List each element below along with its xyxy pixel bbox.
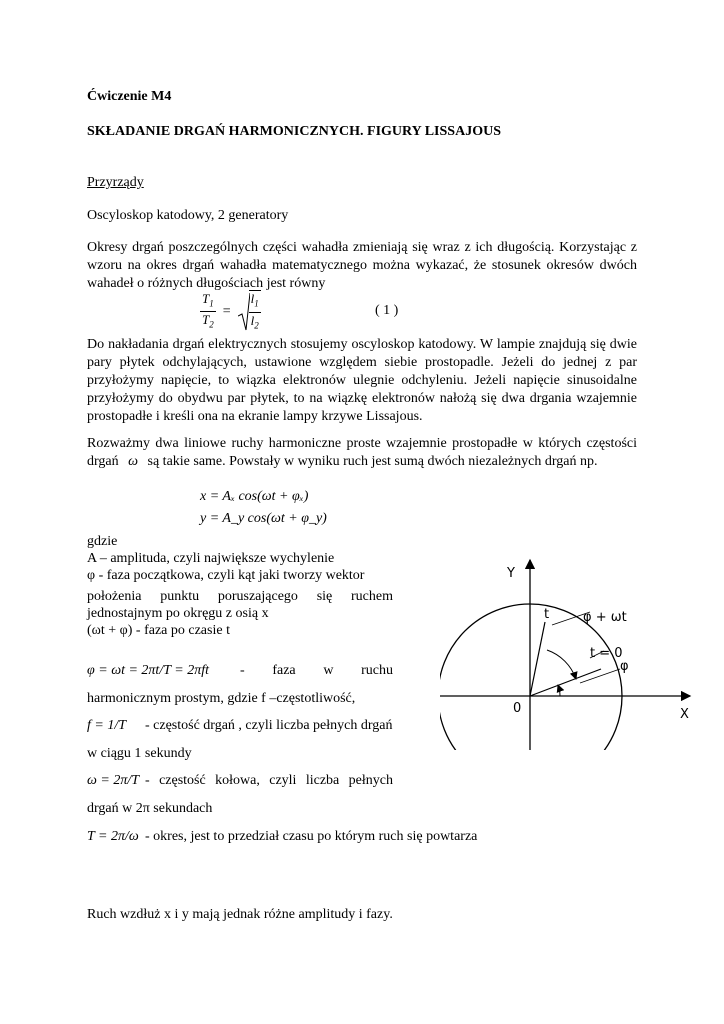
- phase-circle-diagram: [440, 555, 710, 750]
- omega-symbol: ω: [128, 454, 139, 469]
- frequency-text-1: - częstość drgań , czyli liczba pełnych drgań: [145, 718, 393, 733]
- trajectory-circle: [440, 604, 622, 750]
- definition-phase-2: położenia punktu poruszającego się ruchem: [87, 589, 393, 604]
- document-title: SKŁADANIE DRGAŃ HARMONICZNYCH. FIGURY LISSAJOUS: [87, 124, 501, 139]
- figure-label-y: Y: [507, 566, 515, 581]
- definition-phase-3: jednostajnym po okręgu z osią x: [87, 606, 269, 621]
- figure-label-origin: 0: [513, 701, 522, 716]
- definition-phase-1: φ - faza początkowa, czyli kąt jaki tworzy wektor: [87, 568, 365, 583]
- phase-text-1: - faza w ruchu: [240, 663, 393, 678]
- frequency-text-2: w ciągu 1 sekundy: [87, 746, 192, 761]
- angle-arc-outer: [547, 650, 576, 679]
- eq1-t1-sub: 1: [209, 298, 214, 309]
- definition-amplitude: A – amplituda, czyli największe wychylenie: [87, 551, 335, 566]
- paragraph-periods: Okresy drgań poszczególnych części wahadła zmieniają się wraz z ich długością. Korzystając z wzoru na okres drgań wahadła matematycznego można wykazać, że stosunek okresów dwóch wahadeł o różnych długościach jest równy: [87, 240, 637, 291]
- omega-text-2: drgań w 2π sekundach: [87, 801, 213, 816]
- para3-text-a: Rozważmy dwa liniowe ruchy harmoniczne proste wzajemnie prostopadłe w których częstości drgań: [87, 436, 637, 469]
- figure-label-phi-wt: φ + ωt: [583, 610, 627, 625]
- eq1-l2: l: [250, 312, 255, 328]
- omega-text-1: - częstość kołowa, czyli liczba pełnych: [145, 773, 393, 788]
- equation-period: T = 2π/ω: [87, 829, 139, 844]
- equation-period-ratio: [200, 290, 261, 334]
- angle-arc-inner: [558, 685, 560, 696]
- eq1-l2-sub: 2: [254, 320, 259, 331]
- equation-y: y = A_y cos(ωt + φ_y): [200, 511, 327, 526]
- equation-phase: φ = ωt = 2πt/T = 2πft: [87, 663, 209, 678]
- equation-angular-frequency: ω = 2π/T: [87, 773, 140, 788]
- fraction-t1-t2: [200, 291, 216, 333]
- eq1-t2: T: [202, 312, 210, 328]
- vector-at-t: [530, 622, 545, 696]
- paragraph-harmonic: [87, 435, 637, 471]
- equation-number: ( 1 ): [375, 303, 399, 318]
- figure-label-t0: t = 0: [590, 646, 623, 661]
- figure-label-x: X: [680, 707, 689, 722]
- equation-x: x = Aₓ cos(ωt + φₓ): [200, 489, 309, 504]
- eq1-l1-sub: 1: [254, 298, 259, 309]
- eq1-t2-sub: 2: [209, 319, 214, 330]
- period-text: - okres, jest to przedział czasu po którym ruch się powtarza: [145, 829, 478, 844]
- fraction-l1-l2: [249, 290, 261, 333]
- figure-label-phi: φ: [620, 659, 629, 674]
- exercise-label: Ćwiczenie M4: [87, 89, 172, 104]
- para3-text-b: są takie same. Powstały w wyniku ruch jest sumą dwóch niezależnych drgań np.: [147, 454, 598, 469]
- final-sentence: Ruch wzdłuż x i y mają jednak różne amplitudy i fazy.: [87, 907, 393, 922]
- figure-label-t: t: [544, 607, 550, 622]
- equals-sign: =: [222, 303, 231, 319]
- label-leader-phi: [580, 669, 620, 683]
- instruments-text: Oscyloskop katodowy, 2 generatory: [87, 208, 289, 223]
- gdzie-label: gdzie: [87, 534, 118, 549]
- eq1-l1: l: [250, 291, 255, 306]
- vector-at-t0: [530, 669, 601, 696]
- definition-phase-after-t: (ωt + φ) - faza po czasie t: [87, 623, 230, 638]
- eq1-t1: T: [202, 290, 210, 306]
- paragraph-oscilloscope: Do nakładania drgań elektrycznych stosujemy oscyloskop katodowy. W lampie znajdują się dwie pary płytek odchylających, ustawione względem siebie prostopadle. Jeżeli do jednej z par przyłożymy napięcie, to wiązka elektronów ulegnie odchyleniu. Jeżeli napięcie sinusoidalne przyłożymy do obydwu par płytek, to na wiązkę elektronów nałożą się dwa drgania wzajemnie prostopadłe i kreśli ona na ekranie lampy krzywe Lissajous.: [87, 337, 637, 424]
- equation-frequency: f = 1/T: [87, 718, 127, 733]
- phase-text-2: harmonicznym prostym, gdzie f –częstotliwość,: [87, 691, 356, 706]
- section-heading: Przyrządy: [87, 175, 144, 190]
